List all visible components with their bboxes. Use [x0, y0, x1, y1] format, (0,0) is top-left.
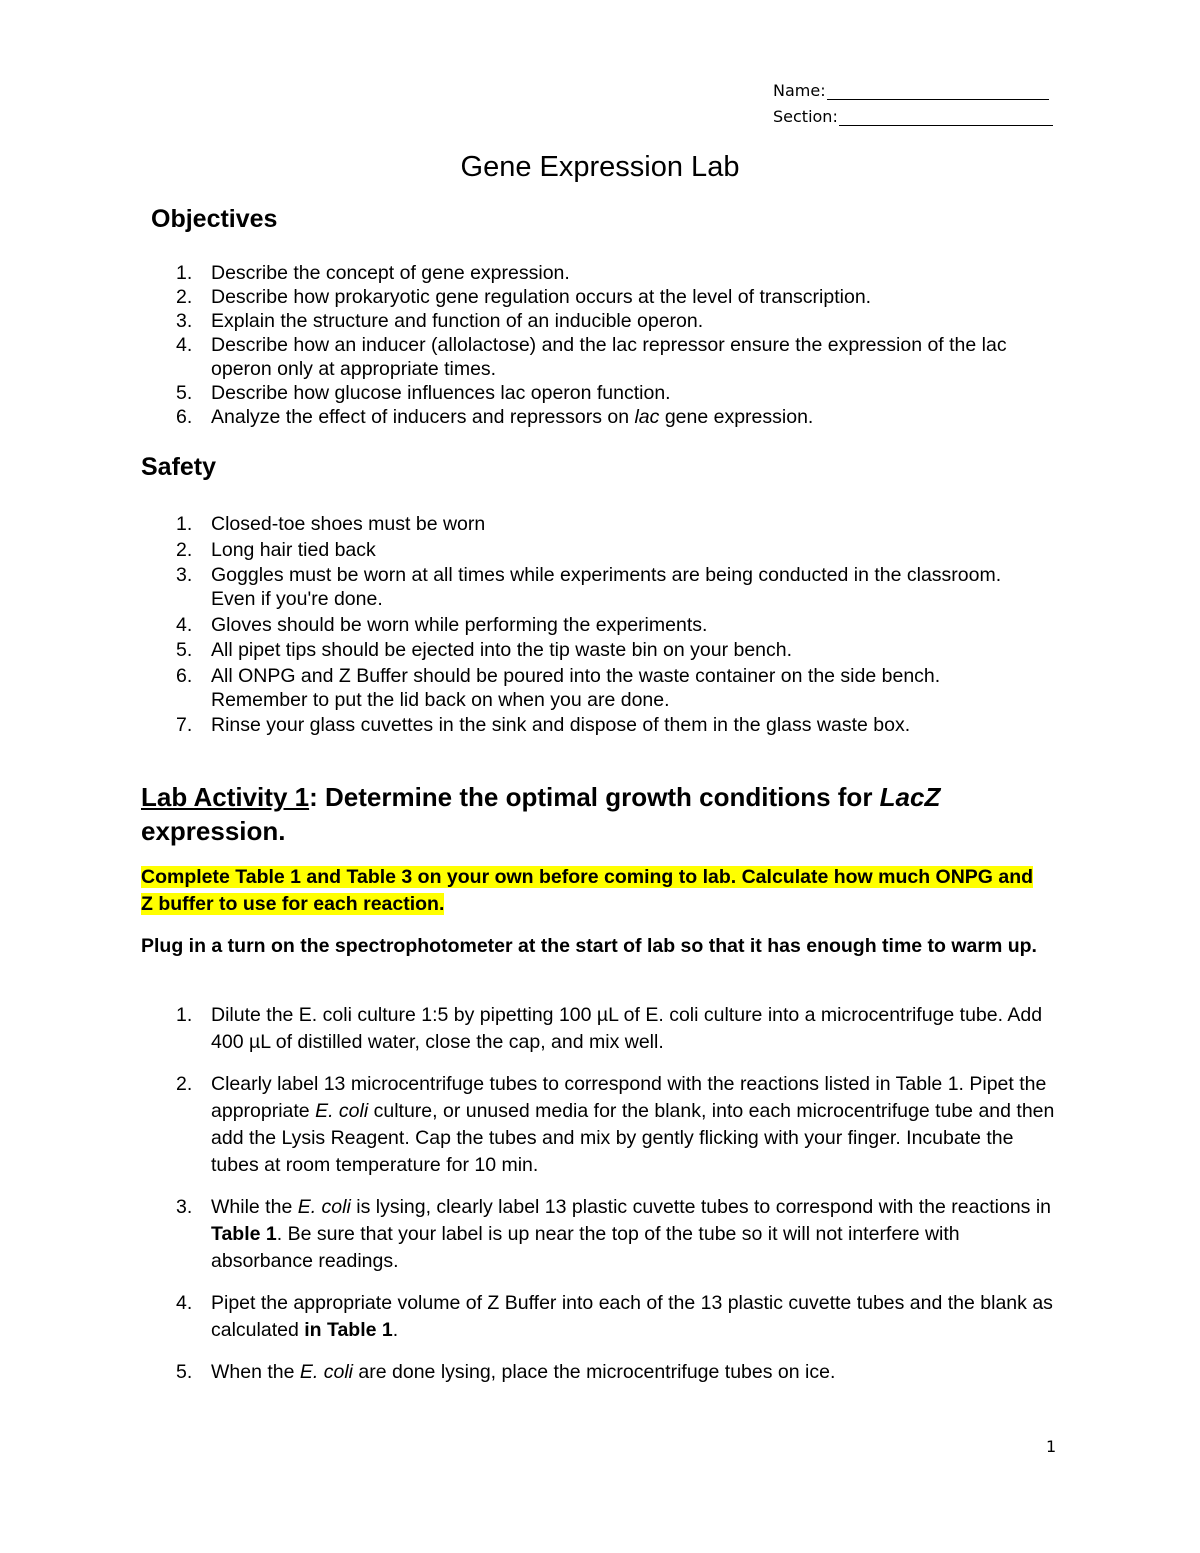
- list-item-number: 5.: [176, 382, 193, 404]
- list-item-number: 1.: [176, 262, 193, 284]
- safety-item: [141, 664, 1041, 712]
- objective-item: [141, 285, 1041, 309]
- procedure-step-text: When the E. coli are done lysing, place the microcentrifuge tubes on ice.: [211, 1361, 836, 1383]
- procedure-step-text: Clearly label 13 microcentrifuge tubes to correspond with the reactions listed in Table 1. Pipet the appropriate E. coli culture, or unused media for the blank, into each microcentrifuge tube and then add the Lysis Reagent. Cap the tubes and mix by gently flicking with your finger. Incubate the tubes at room temperature for 10 min.: [211, 1073, 1055, 1176]
- safety-text: Long hair tied back: [211, 538, 376, 561]
- page-number: 1: [1046, 1437, 1057, 1456]
- procedure-steps-list: [141, 1002, 1061, 1401]
- list-item-number: 6.: [176, 664, 193, 687]
- spectrophotometer-note: Plug in a turn on the spectrophotometer at the start of lab so that it has enough time to warm up.: [141, 935, 1037, 957]
- list-item-number: 3.: [176, 564, 193, 586]
- safety-item: [141, 613, 1041, 637]
- objectives-heading: Objectives: [151, 205, 278, 233]
- objective-text: Describe how prokaryotic gene regulation occurs at the level of transcription.: [211, 286, 872, 308]
- procedure-step: [141, 1071, 1061, 1179]
- objective-text: Explain the structure and function of an inducible operon.: [211, 310, 704, 332]
- objective-item: [141, 405, 1041, 429]
- student-info-fields: [773, 74, 1073, 126]
- list-item-number: 3.: [176, 310, 193, 332]
- name-field[interactable]: [773, 74, 1073, 100]
- lab-activity-1-heading: [141, 780, 1041, 848]
- objective-text: Describe how glucose influences lac operon function.: [211, 382, 671, 404]
- document-title: Gene Expression Lab: [460, 151, 740, 183]
- safety-text: Rinse your glass cuvettes in the sink and dispose of them in the glass waste box.: [211, 714, 911, 736]
- section-label: Section:: [773, 107, 838, 126]
- safety-item: [141, 638, 1041, 662]
- name-blank-line[interactable]: [827, 81, 1049, 100]
- list-item-number: 2.: [176, 1073, 193, 1095]
- procedure-step: [141, 1194, 1061, 1275]
- safety-text: Goggles must be worn at all times while experiments are being conducted in the classroom. Even if you're done.: [211, 564, 1002, 610]
- pre-lab-note: [141, 864, 1041, 918]
- list-item-number: 2.: [176, 286, 193, 308]
- procedure-step-text: While the E. coli is lysing, clearly label 13 plastic cuvette tubes to correspond with the reactions in Table 1. Be sure that your label is up near the top of the tube so it will not interfere with absorbance readings.: [211, 1196, 1052, 1272]
- lab-activity-1-title-italic: LacZ: [879, 782, 941, 812]
- list-item-number: 1.: [176, 1004, 193, 1026]
- list-item-number: 6.: [176, 406, 193, 428]
- list-item-number: 7.: [176, 714, 193, 736]
- objective-text: Describe how an inducer (allolactose) and the lac repressor ensure the expression of the lac operon only at appropriate times.: [211, 334, 1007, 380]
- procedure-step: [141, 1002, 1061, 1056]
- objective-item: [141, 261, 1041, 285]
- objective-item: [141, 309, 1041, 333]
- list-item-number: 4.: [176, 334, 193, 356]
- procedure-step: [141, 1359, 1061, 1386]
- safety-item: [141, 713, 1041, 737]
- safety-item: [141, 563, 1041, 611]
- section-blank-line[interactable]: [839, 107, 1053, 126]
- safety-heading: Safety: [141, 453, 217, 481]
- safety-text: All pipet tips should be ejected into the tip waste bin on your bench.: [211, 639, 793, 661]
- safety-item: [141, 512, 1041, 536]
- lab-activity-1-label: Lab Activity 1: [141, 782, 310, 812]
- objectives-list: [141, 261, 1041, 429]
- list-item-number: 4.: [176, 1292, 193, 1314]
- objective-text: Describe the concept of gene expression.: [211, 262, 570, 284]
- objective-text: Analyze the effect of inducers and repressors on lac gene expression.: [211, 406, 814, 428]
- procedure-step-text: Pipet the appropriate volume of Z Buffer into each of the 13 plastic cuvette tubes and the blank as calculated in Table 1.: [211, 1292, 1053, 1341]
- list-item-number: 3.: [176, 1196, 193, 1218]
- procedure-step-text: Dilute the E. coli culture 1:5 by pipetting 100 µL of E. coli culture into a microcentrifuge tube. Add 400 µL of distilled water, close the cap, and mix well.: [211, 1004, 1043, 1053]
- objective-item: [141, 333, 1041, 381]
- objective-item: [141, 381, 1041, 405]
- list-item-number: 5.: [176, 639, 193, 661]
- safety-item: [141, 538, 1041, 562]
- list-item-number: 2.: [176, 538, 193, 561]
- lab-activity-1-title-part2: expression.: [141, 816, 286, 846]
- lab-activity-1-title-part1: : Determine the optimal growth conditions for: [309, 782, 880, 812]
- pre-lab-note-highlight: Complete Table 1 and Table 3 on your own before coming to lab. Calculate how much ONPG and Z buffer to use for each reaction.: [141, 866, 1034, 915]
- safety-list: [141, 512, 1041, 739]
- list-item-number: 5.: [176, 1361, 193, 1383]
- procedure-step: [141, 1290, 1061, 1344]
- safety-text: Closed-toe shoes must be worn: [211, 513, 486, 535]
- section-field[interactable]: [773, 100, 1073, 126]
- safety-text: All ONPG and Z Buffer should be poured into the waste container on the side bench. Remember to put the lid back on when you are done.: [211, 664, 941, 711]
- list-item-number: 1.: [176, 513, 193, 535]
- name-label: Name:: [773, 81, 826, 100]
- list-item-number: 4.: [176, 613, 193, 636]
- safety-text: Gloves should be worn while performing the experiments.: [211, 613, 708, 636]
